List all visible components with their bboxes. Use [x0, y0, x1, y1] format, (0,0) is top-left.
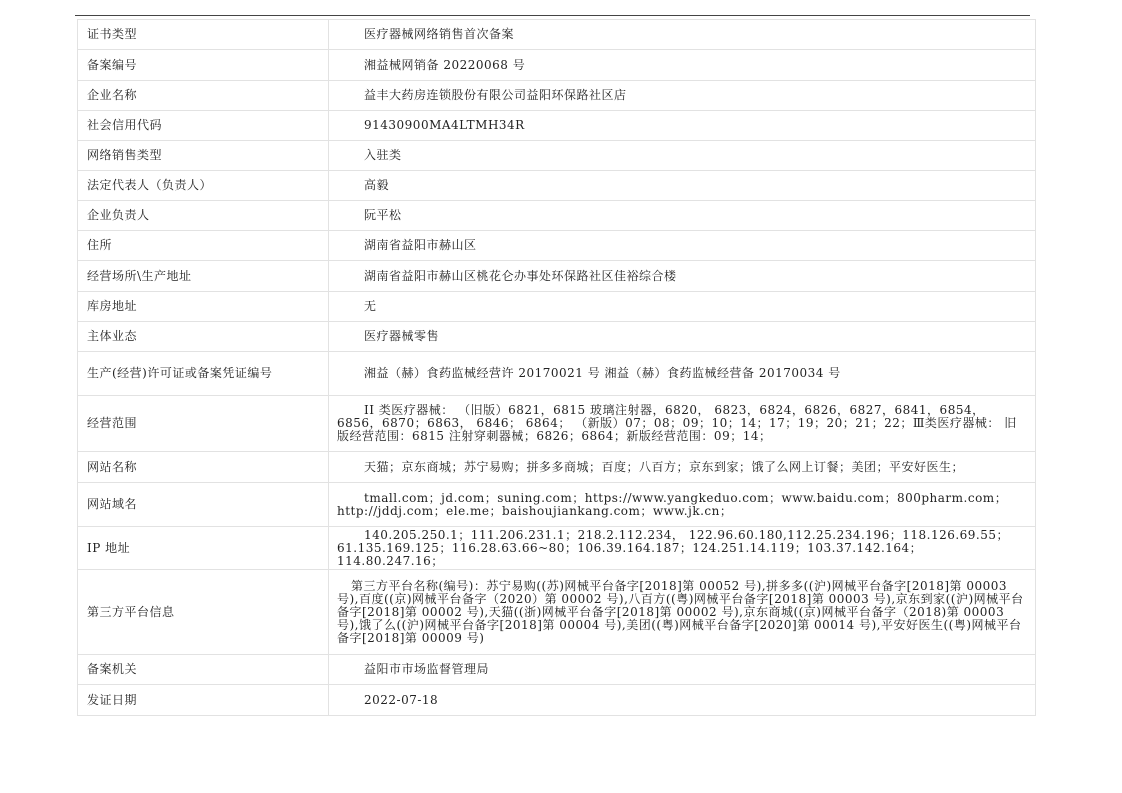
table-row [78, 292, 1036, 322]
field-value: 天猫；京东商城；苏宁易购；拼多多商城；百度；八百方；京东到家；饿了么网上订餐；美团；平安好医生； [329, 452, 1036, 483]
table-row [78, 570, 1036, 655]
table-row [78, 81, 1036, 111]
field-value: 第三方平台名称(编号)：苏宁易购((苏)网械平台备字[2018]第 00052 号),拼多多((沪)网械平台备字[2018]第 00003 号),百度((京)网械平台备字（2020）第 00002 号),八百方((粤)网械平台备字[2018]第 00003 号),京东到家((沪)网械平台备字[2018]第 00002 号),天猫((浙)网械平台备字[2018]第 00002 号),京东商城((京)网械平台备字（2018)第 00003 号),饿了么((沪)网械平台备字[2018]第 00004 号),美团((粤)网械平台备字[2020]第 00014 号),平安好医生((粤)网械平台备字[2018]第 00009 号) [329, 570, 1036, 655]
table-row [78, 452, 1036, 483]
field-value: 医疗器械网络销售首次备案 [329, 20, 1036, 50]
field-value: 无 [329, 292, 1036, 322]
table-row [78, 396, 1036, 452]
field-label: 网站域名 [78, 483, 329, 527]
certificate-table [77, 19, 1036, 716]
field-label: 库房地址 [78, 292, 329, 322]
field-value: 湖南省益阳市赫山区 [329, 231, 1036, 261]
field-label: 主体业态 [78, 322, 329, 352]
field-value: 益阳市市场监督管理局 [329, 655, 1036, 685]
table-row [78, 231, 1036, 261]
field-value: 湘益械网销备 20220068 号 [329, 50, 1036, 81]
field-label: 社会信用代码 [78, 111, 329, 141]
field-label: 住所 [78, 231, 329, 261]
table-row [78, 171, 1036, 201]
table-row [78, 655, 1036, 685]
table-row [78, 685, 1036, 716]
field-label: IP 地址 [78, 527, 329, 570]
table-row [78, 50, 1036, 81]
table-row [78, 20, 1036, 50]
table-row [78, 527, 1036, 570]
field-value: 阮平松 [329, 201, 1036, 231]
field-label: 网站名称 [78, 452, 329, 483]
field-value: 湘益（赫）食药监械经营许 20170021 号 湘益（赫）食药监械经营备 20170034 号 [329, 352, 1036, 396]
field-value: 入驻类 [329, 141, 1036, 171]
field-value: 医疗器械零售 [329, 322, 1036, 352]
top-rule [75, 15, 1030, 16]
field-label: 法定代表人（负责人） [78, 171, 329, 201]
field-value: tmall.com；jd.com；suning.com；https://www.yangkeduo.com；www.baidu.com；800pharm.com；http://jddj.com；ele.me；baishoujiankang.com；www.jk.cn； [329, 483, 1036, 527]
field-label: 企业负责人 [78, 201, 329, 231]
field-value: 140.205.250.1；111.206.231.1；218.2.112.234， 122.96.60.180,112.25.234.196；118.126.69.55；61.135.169.125；116.28.63.66~80；106.39.164.187；124.251.14.119；103.37.142.164；114.80.247.16； [329, 527, 1036, 570]
field-label: 证书类型 [78, 20, 329, 50]
field-value: 2022-07-18 [329, 685, 1036, 716]
field-value: 高毅 [329, 171, 1036, 201]
field-value: 湖南省益阳市赫山区桃花仑办事处环保路社区佳裕综合楼 [329, 261, 1036, 292]
field-label: 经营范围 [78, 396, 329, 452]
field-label: 备案机关 [78, 655, 329, 685]
field-value: II 类医疗器械： （旧版）6821，6815 玻璃注射器，6820， 6823，6824，6826，6827，6841，6854，6856，6870；6863， 6846； 6864； （新版）07；08；09；10；14；17；19；20；21；22；Ⅲ类医疗器械： 旧版经营范围：6815 注射穿刺器械；6826；6864；新版经营范围：09；14； [329, 396, 1036, 452]
field-label: 网络销售类型 [78, 141, 329, 171]
field-value: 91430900MA4LTMH34R [329, 111, 1036, 141]
table-row [78, 352, 1036, 396]
table-row [78, 111, 1036, 141]
field-label: 企业名称 [78, 81, 329, 111]
field-value: 益丰大药房连锁股份有限公司益阳环保路社区店 [329, 81, 1036, 111]
field-label: 生产(经营)许可证或备案凭证编号 [78, 352, 329, 396]
table-row [78, 322, 1036, 352]
field-label: 经营场所\生产地址 [78, 261, 329, 292]
field-label: 发证日期 [78, 685, 329, 716]
field-label: 备案编号 [78, 50, 329, 81]
table-row [78, 261, 1036, 292]
table-row [78, 201, 1036, 231]
field-label: 第三方平台信息 [78, 570, 329, 655]
table-row [78, 483, 1036, 527]
table-row [78, 141, 1036, 171]
